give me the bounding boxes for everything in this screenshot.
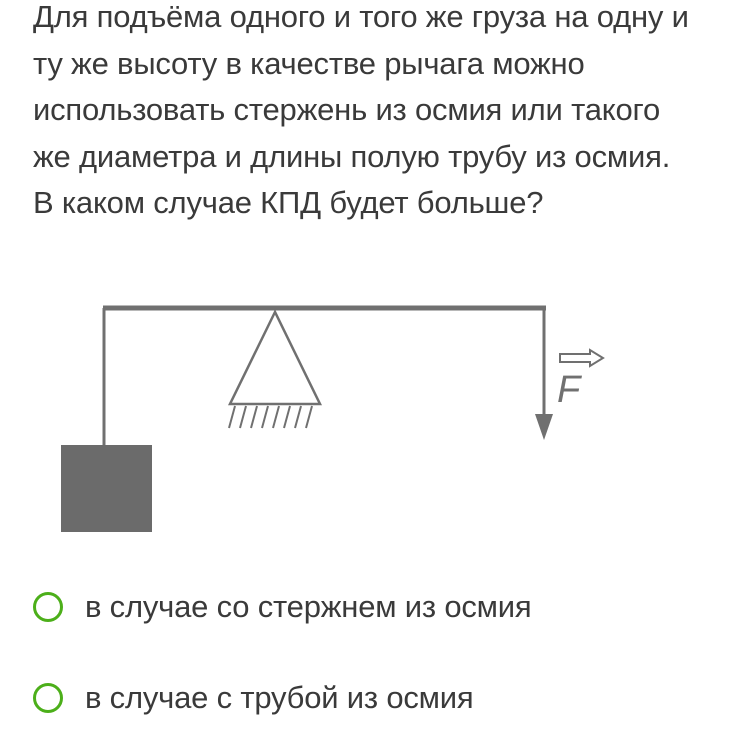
answer-option-label[interactable]: в случае со стержнем из осмия xyxy=(85,589,532,624)
answer-option-tube[interactable] xyxy=(33,678,474,718)
question-line: Для подъёма одного и того же груза на одну и xyxy=(33,0,689,34)
question-line: В каком случае КПД будет больше? xyxy=(33,185,544,220)
force-label: F xyxy=(557,369,581,411)
radio-button[interactable] xyxy=(33,683,63,713)
fulcrum-ground-hatching xyxy=(229,406,312,428)
load-block xyxy=(61,445,152,532)
vector-arrow-icon xyxy=(560,350,603,366)
answer-option-label[interactable]: в случае с трубой из осмия xyxy=(85,680,474,715)
question-line: ту же высоту в качестве рычага можно xyxy=(33,45,585,81)
question-line: же диаметра и длины полую трубу из осмия. xyxy=(33,138,671,174)
fulcrum-triangle xyxy=(230,312,320,404)
question-line: использовать стержень из осмия или такого xyxy=(33,92,660,127)
answer-option-rod[interactable] xyxy=(33,587,531,627)
radio-button[interactable] xyxy=(33,592,63,622)
force-arrowhead xyxy=(535,414,553,440)
